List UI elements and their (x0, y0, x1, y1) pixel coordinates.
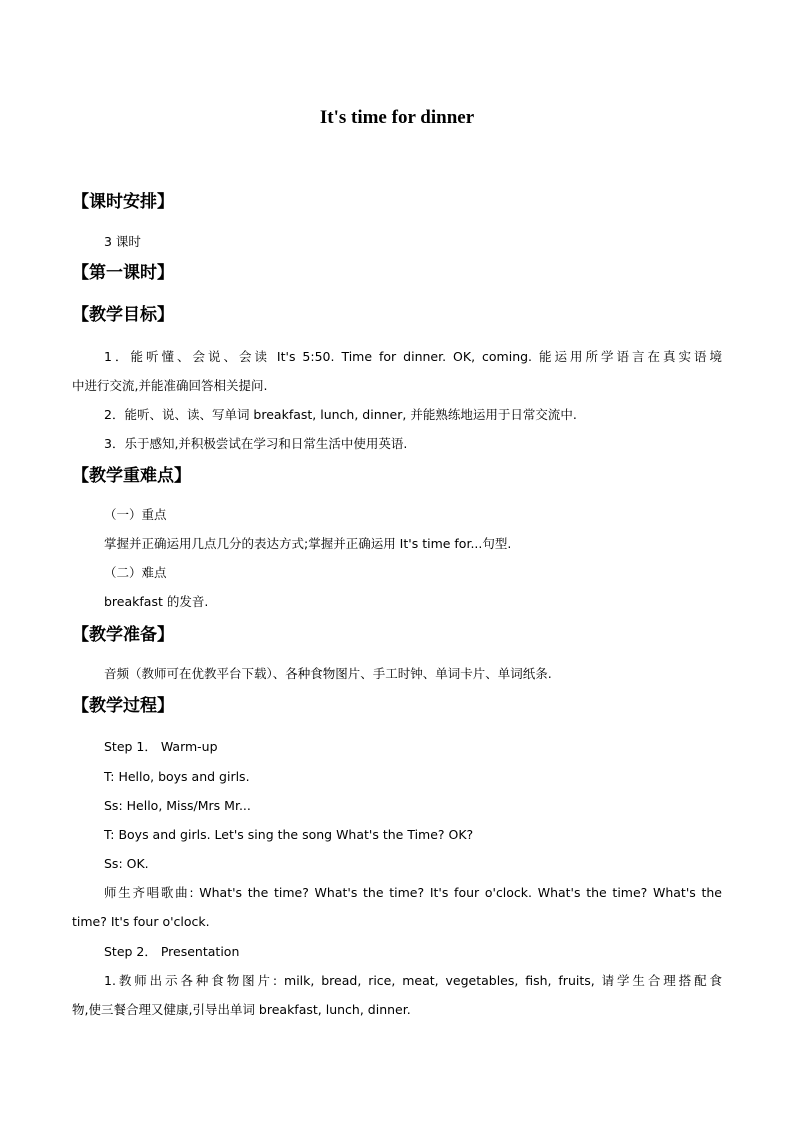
heading-lesson1: 【第一课时】 (72, 263, 174, 283)
preparation-line: 音频（教师可在优教平台下载）、各种食物图片、手工时钟、单词卡片、单词纸条. (104, 666, 552, 681)
schedule-line: 3 课时 (104, 234, 141, 249)
objective-line-3: 3．乐于感知,并积极尝试在学习和日常生活中使用英语. (104, 436, 408, 451)
objective-line-2: 2．能听、说、读、写单词 breakfast, lunch, dinner, 并能熟练地运用于日常交流中. (104, 407, 577, 422)
heading-key-points: 【教学重难点】 (72, 466, 191, 486)
objective-line-1: 1．能听懂、会说、会读 It's 5:50. Time for dinner. OK, coming. 能运用所学语言在真实语境 (104, 349, 722, 364)
key-points-sub-2: （二）难点 (104, 565, 167, 580)
process-line-7: Step 2． Presentation (104, 944, 240, 959)
key-points-line-2: breakfast 的发音. (104, 594, 209, 609)
process-line-3: Ss: Hello, Miss/Mrs Mr... (104, 798, 251, 813)
key-points-sub-1: （一）重点 (104, 507, 167, 522)
process-line-6: 师生齐唱歌曲: What's the time? What's the time? It's four o'clock. What's the time? What's the (104, 885, 722, 900)
heading-objectives: 【教学目标】 (72, 305, 174, 325)
process-line-8: 1.教师出示各种食物图片: milk, bread, rice, meat, vegetables, fish, fruits, 请学生合理搭配食 (104, 973, 722, 988)
process-line-6-cont: time? It's four o'clock. (72, 914, 210, 929)
heading-schedule: 【课时安排】 (72, 192, 174, 212)
heading-process: 【教学过程】 (72, 696, 174, 716)
objective-line-1-cont: 中进行交流,并能准确回答相关提问. (72, 378, 268, 393)
process-line-2: T: Hello, boys and girls. (104, 769, 250, 784)
document-title: It's time for dinner (319, 107, 475, 128)
process-line-1: Step 1． Warm-up (104, 739, 218, 754)
key-points-line-1: 掌握并正确运用几点几分的表达方式;掌握并正确运用 It's time for...句型. (104, 536, 512, 551)
process-line-4: T: Boys and girls. Let's sing the song What's the Time? OK? (104, 827, 474, 842)
process-line-8-cont: 物,使三餐合理又健康,引导出单词 breakfast, lunch, dinner. (72, 1002, 411, 1017)
process-line-5: Ss: OK. (104, 856, 149, 871)
heading-preparation: 【教学准备】 (72, 625, 174, 645)
